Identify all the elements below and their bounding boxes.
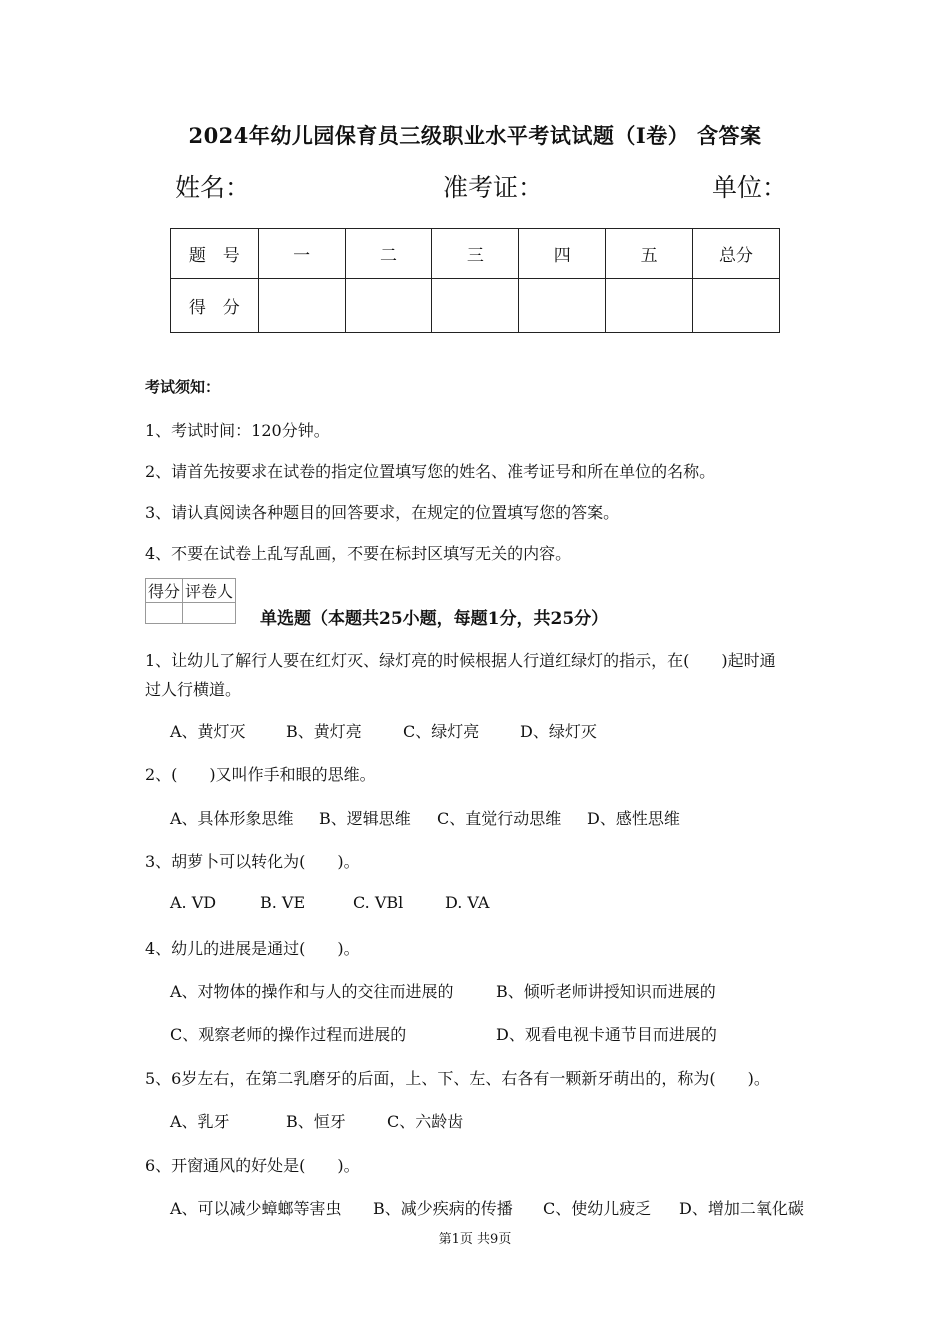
option: D. VA — [445, 893, 490, 912]
score-header-cell: 二 — [345, 229, 432, 279]
question-stem: 1、让幼儿了解行人要在红灯灭、绿灯亮的时候根据人行道红绿灯的指示，在( )起时通 — [145, 651, 776, 670]
option: C、观察老师的操作过程而进展的 — [170, 1025, 407, 1044]
question-stem: 6、开窗通风的好处是( )。 — [145, 1156, 360, 1175]
notice-heading: 考试须知： — [145, 378, 221, 396]
option: B、减少疾病的传播 — [373, 1199, 513, 1218]
question-stem: 4、幼儿的进展是通过( )。 — [145, 939, 360, 958]
option: C、绿灯亮 — [403, 722, 480, 741]
option: D、观看电视卡通节目而进展的 — [496, 1025, 717, 1044]
option: A. VD — [170, 893, 217, 912]
score-cell — [258, 279, 345, 333]
grader-score-cell — [146, 603, 183, 624]
score-row-label: 得 分 — [171, 279, 259, 333]
option: B. VE — [260, 893, 306, 912]
question-stem: 5、6岁左右，在第二乳磨牙的后面，上、下、左、右各有一颗新牙萌出的，称为( )。 — [145, 1069, 770, 1088]
option: D、增加二氧化碳 — [679, 1199, 804, 1218]
option: C. VBl — [353, 893, 404, 912]
option: C、直觉行动思维 — [437, 809, 562, 828]
grader-box — [145, 578, 236, 624]
score-table-score-row — [171, 279, 780, 333]
option: B、黄灯亮 — [286, 722, 362, 741]
grader-name-label: 评卷人 — [183, 579, 236, 603]
score-cell — [693, 279, 780, 333]
question-stem-continued: 过人行横道。 — [145, 680, 242, 699]
score-cell — [606, 279, 693, 333]
score-cell — [432, 279, 519, 333]
exam-title: 2024年幼儿园保育员三级职业水平考试试题（I卷） 含答案 — [188, 123, 762, 148]
page-footer: 第1页 共9页 — [438, 1232, 512, 1247]
option: C、六龄齿 — [387, 1112, 464, 1131]
unit-label: 单位： — [712, 173, 788, 202]
option: A、黄灯灭 — [170, 722, 246, 741]
grader-score-label: 得分 — [146, 579, 183, 603]
score-header-cell: 四 — [519, 229, 606, 279]
score-header-cell: 一 — [258, 229, 345, 279]
notice-item: 3、请认真阅读各种题目的回答要求，在规定的位置填写您的答案。 — [145, 503, 620, 522]
option: B、逻辑思维 — [319, 809, 411, 828]
option: A、可以减少蟑螂等害虫 — [170, 1199, 342, 1218]
option: D、感性思维 — [587, 809, 680, 828]
score-header-cell: 五 — [606, 229, 693, 279]
exam-id-label: 准考证： — [443, 173, 544, 202]
question-stem: 3、胡萝卜可以转化为( )。 — [145, 852, 360, 871]
option: A、乳牙 — [170, 1112, 230, 1131]
score-header-cell: 三 — [432, 229, 519, 279]
option: B、恒牙 — [286, 1112, 346, 1131]
score-table — [170, 228, 780, 333]
score-cell — [519, 279, 606, 333]
notice-item: 1、考试时间：120分钟。 — [145, 421, 330, 440]
name-label: 姓名： — [175, 173, 251, 202]
section-title: 单选题（本题共25小题，每题1分，共25分） — [260, 609, 609, 629]
notice-item: 4、不要在试卷上乱写乱画，不要在标封区填写无关的内容。 — [145, 544, 572, 563]
notice-item: 2、请首先按要求在试卷的指定位置填写您的姓名、准考证号和所在单位的名称。 — [145, 462, 716, 481]
score-header-cell: 总分 — [693, 229, 780, 279]
score-header-cell: 题 号 — [171, 229, 259, 279]
grader-name-cell — [183, 603, 236, 624]
score-table-header-row — [171, 229, 780, 279]
question-stem: 2、( )又叫作手和眼的思维。 — [145, 765, 376, 784]
score-cell — [345, 279, 432, 333]
option: C、使幼儿疲乏 — [543, 1199, 652, 1218]
option: A、对物体的操作和与人的交往而进展的 — [170, 982, 454, 1001]
option: A、具体形象思维 — [170, 809, 294, 828]
option: B、倾听老师讲授知识而进展的 — [496, 982, 716, 1001]
option: D、绿灯灭 — [520, 722, 597, 741]
